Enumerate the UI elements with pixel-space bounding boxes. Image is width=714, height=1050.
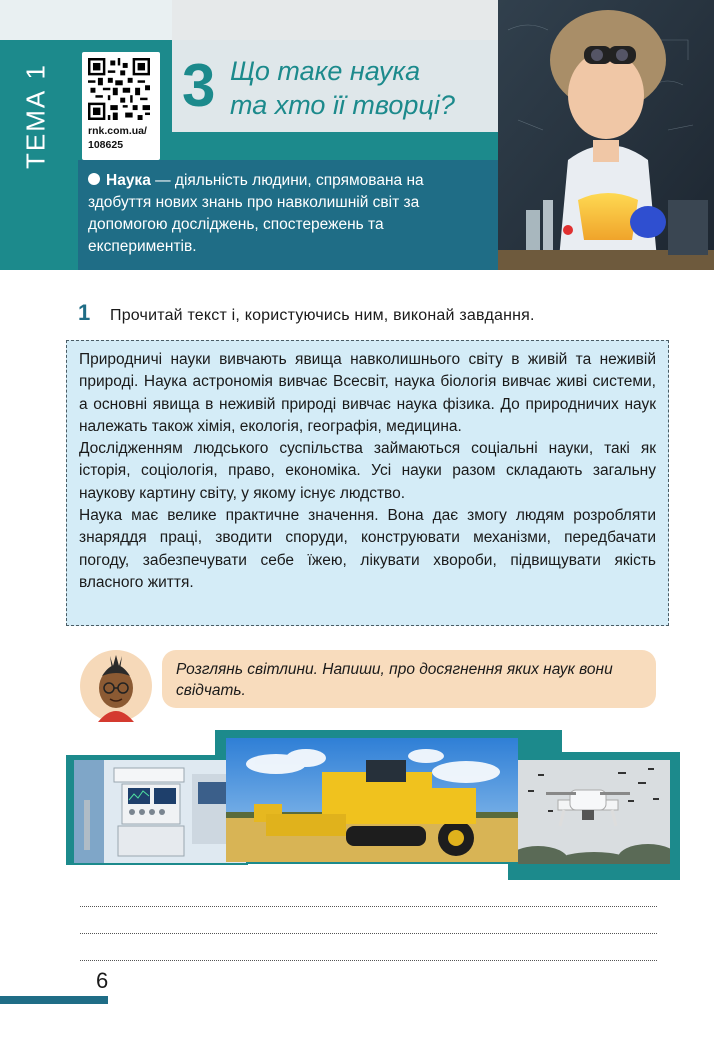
answer-line[interactable] [80, 933, 657, 934]
topic-label-text: ТЕМА 1 [20, 63, 51, 169]
avatar [80, 650, 152, 722]
qr-code-card[interactable] [82, 52, 160, 160]
qr-code-icon[interactable] [88, 58, 150, 120]
photo-medical-equipment [74, 760, 246, 863]
answer-line[interactable] [80, 960, 657, 961]
prompt-bubble [162, 650, 656, 708]
lesson-title-line2: та хто її творці? [230, 90, 455, 120]
definition-text: — діяльність людини, спрямована на здобуття нових знань про навколишній світ за допомогою досліджень, спостережень та експериментів. [88, 172, 424, 255]
header-grey-band [172, 0, 498, 40]
photo-combine-harvester [226, 738, 518, 862]
qr-url-line2: 108625 [88, 139, 124, 151]
definition-term: Наука [106, 172, 151, 189]
qr-url-line1: rnk.com.ua/ [88, 125, 147, 137]
definition [88, 170, 488, 258]
lesson-title [230, 54, 490, 122]
footer-bar [0, 996, 108, 1004]
lesson-number: 3 [182, 52, 216, 119]
reading-paragraph: Дослідженням людського суспільства займаються соціальні науки, такі як історія, соціологія, право, економіка. Усі науки разом складають загальну наукову картину світу, у якому існує людство. [79, 440, 656, 502]
task1-number: 1 [78, 300, 91, 325]
topic-label [6, 56, 66, 176]
photo-drone [518, 760, 670, 864]
reading-text-box [66, 340, 669, 626]
task2-prompt: Розглянь світлини. Напиши, про досягнення яких наук вони свідчать. [176, 661, 613, 699]
answer-line[interactable] [80, 906, 657, 907]
lesson-title-line1: Що таке наука [230, 56, 421, 86]
header-top-strip [0, 0, 172, 40]
task1-instruction: Прочитай текст і, користуючись ним, виконай завдання. [110, 307, 535, 324]
reading-paragraph: Наука має велике практичне значення. Вона дає змогу людям розробляти знаряддя праці, зводити споруди, конструювати механізми, передбачати погоду, забезпечувати себе їжею, лікувати хвороби, підвищувати якість власного життя. [79, 507, 656, 591]
qr-url[interactable] [88, 124, 147, 152]
reading-paragraph: Природничі науки вивчають явища навколишнього світу в живій та неживій природі. Наука астрономія вивчає Всесвіт, наука біологія вивчає живі системи, а основні явища в неживій природі вивчає наука фізика. До природничих наук належать також хімія, екологія, географія, медицина. [79, 351, 656, 435]
page-number: 6 [96, 968, 109, 993]
photo-girl-scientist [498, 0, 714, 270]
bullet-icon [88, 173, 100, 185]
